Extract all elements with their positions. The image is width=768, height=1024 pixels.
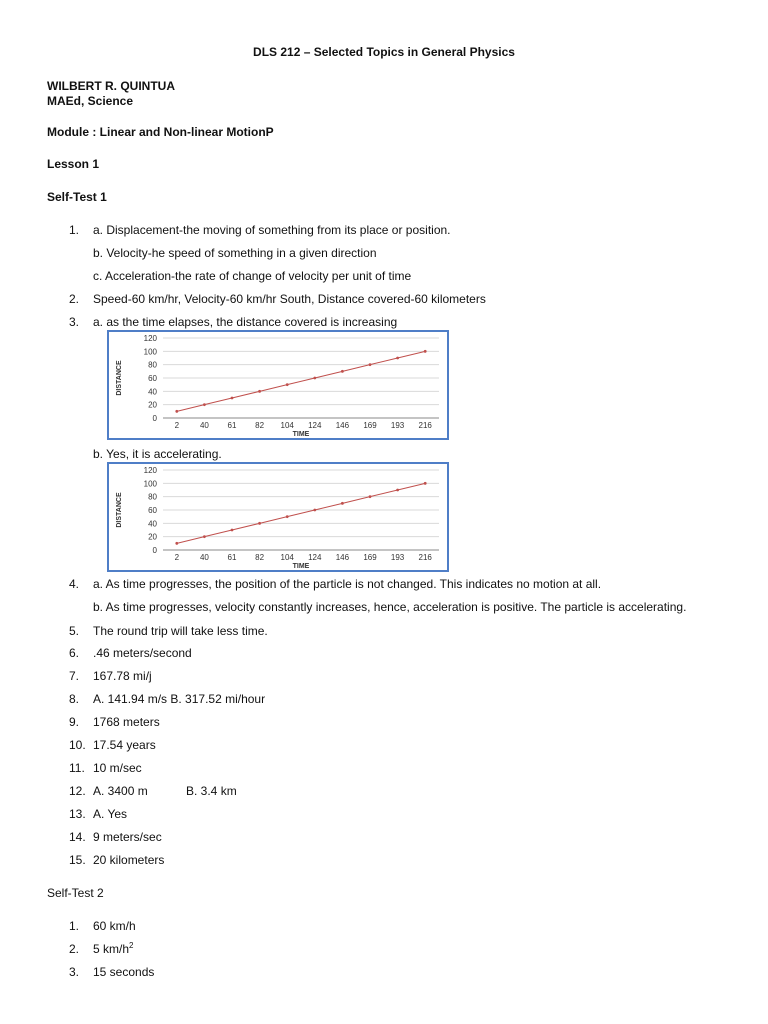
x-tick-label: 146 (335, 553, 350, 562)
x-tick-label: 216 (418, 421, 432, 430)
y-tick-label: 80 (148, 360, 157, 370)
y-axis-title: DISTANCE (116, 360, 123, 396)
item-text: a. Displacement-the moving of something from its place or position. (93, 223, 451, 237)
data-point (203, 403, 206, 406)
item-number: 4. (69, 577, 80, 591)
item-number: 3. (69, 315, 80, 329)
data-point (175, 410, 178, 413)
item-number: 13. (69, 807, 86, 821)
x-tick-label: 82 (255, 553, 265, 562)
x-tick-label: 216 (418, 553, 432, 562)
item-text: The round trip will take less time. (93, 624, 268, 638)
distance-time-chart-2 (107, 462, 449, 572)
y-tick-label: 40 (148, 519, 157, 529)
data-point (258, 522, 261, 525)
item-text: 1768 meters (93, 715, 160, 729)
data-point (286, 515, 289, 518)
y-axis-title: DISTANCE (116, 492, 123, 528)
x-tick-label: 61 (227, 553, 237, 562)
item-number: 1. (69, 223, 80, 237)
item-number: 8. (69, 692, 80, 706)
x-tick-label: 40 (199, 553, 209, 562)
y-tick-label: 60 (148, 374, 157, 383)
data-point (258, 390, 261, 393)
x-tick-label: 169 (363, 421, 377, 430)
y-tick-label: 20 (148, 532, 157, 542)
data-point (313, 377, 316, 380)
item-number: 6. (69, 646, 80, 660)
x-tick-label: 124 (308, 421, 322, 430)
item-text: 10 m/sec (93, 761, 142, 775)
item-text: b. As time progresses, velocity constantly increases, hence, acceleration is positive. The particle is accelerating. (93, 600, 687, 614)
series-line (177, 351, 425, 411)
document-title: DLS 212 – Selected Topics in General Physics (253, 45, 515, 59)
y-tick-label: 0 (152, 414, 157, 423)
item-number: 2. (69, 292, 80, 306)
y-tick-label: 40 (148, 387, 157, 397)
x-tick-label: 169 (363, 553, 377, 562)
item-text: 9 meters/sec (93, 830, 162, 844)
lesson-heading: Lesson 1 (47, 157, 100, 171)
y-tick-label: 120 (143, 466, 157, 475)
data-point (396, 489, 399, 492)
item-text: c. Acceleration-the rate of change of velocity per unit of time (93, 269, 412, 283)
y-tick-label: 0 (152, 546, 157, 555)
item-text-part-b: B. 3.4 km (186, 784, 237, 798)
item-number: 2. (69, 942, 80, 956)
item-text: 60 km/h (93, 919, 136, 933)
distance-time-chart-1 (107, 330, 449, 440)
item-number: 9. (69, 715, 80, 729)
data-point (424, 482, 427, 485)
superscript: 2 (129, 941, 134, 950)
data-point (231, 529, 234, 532)
y-tick-label: 100 (143, 347, 157, 357)
data-point (231, 397, 234, 400)
x-tick-label: 82 (255, 421, 265, 430)
chart-svg (109, 464, 447, 570)
data-point (341, 502, 344, 505)
data-point (341, 370, 344, 373)
y-tick-label: 60 (148, 506, 157, 515)
x-axis-title: TIME (292, 563, 310, 570)
item-text (93, 942, 133, 956)
author-degree: MAEd, Science (47, 94, 134, 108)
x-tick-label: 104 (280, 421, 294, 430)
data-point (424, 350, 427, 353)
item-number: 15. (69, 853, 86, 867)
self-test-2-heading: Self-Test 2 (47, 886, 104, 900)
chart-svg (109, 332, 447, 438)
author-name: WILBERT R. QUINTUA (47, 79, 175, 93)
x-tick-label: 193 (390, 553, 405, 562)
x-tick-label: 2 (174, 553, 180, 562)
item-text: 167.78 mi/j (93, 669, 152, 683)
item-number: 14. (69, 830, 86, 844)
item-text-base: 5 km/h (93, 942, 130, 956)
item-text: A. 3400 m (93, 784, 148, 798)
x-tick-label: 146 (335, 421, 350, 430)
data-point (369, 363, 372, 366)
x-tick-label: 2 (174, 421, 180, 430)
item-number: 12. (69, 784, 86, 798)
item-number: 5. (69, 624, 80, 638)
x-tick-label: 124 (308, 553, 322, 562)
item-text: .46 meters/second (93, 646, 192, 660)
item-text: 17.54 years (93, 738, 156, 752)
series-line (177, 483, 425, 543)
item-text: b. Yes, it is accelerating. (93, 447, 222, 461)
module-heading: Module : Linear and Non-linear MotionP (47, 125, 274, 139)
x-tick-label: 61 (227, 421, 237, 430)
item-number: 10. (69, 738, 86, 752)
y-tick-label: 120 (143, 334, 157, 343)
y-tick-label: 20 (148, 400, 157, 410)
item-text: a. As time progresses, the position of the particle is not changed. This indicates no motion at all. (93, 577, 602, 591)
item-number: 1. (69, 919, 80, 933)
data-point (396, 357, 399, 360)
item-text: b. Velocity-he speed of something in a given direction (93, 246, 377, 260)
x-tick-label: 193 (390, 421, 405, 430)
data-point (203, 535, 206, 538)
item-number: 3. (69, 965, 80, 979)
item-text: 15 seconds (93, 965, 155, 979)
item-text: A. Yes (93, 807, 128, 821)
data-point (313, 509, 316, 512)
y-tick-label: 80 (148, 492, 157, 502)
self-test-1-heading: Self-Test 1 (47, 190, 107, 204)
item-number: 11. (69, 761, 85, 775)
item-text: Speed-60 km/hr, Velocity-60 km/hr South, Distance covered-60 kilometers (93, 292, 486, 306)
x-tick-label: 104 (280, 553, 294, 562)
item-number: 7. (69, 669, 80, 683)
data-point (286, 383, 289, 386)
item-text: 20 kilometers (93, 853, 165, 867)
x-axis-title: TIME (292, 431, 310, 438)
data-point (369, 495, 372, 498)
y-tick-label: 100 (143, 479, 157, 489)
item-text: a. as the time elapses, the distance covered is increasing (93, 315, 398, 329)
data-point (175, 542, 178, 545)
item-text: A. 141.94 m/s B. 317.52 mi/hour (93, 692, 266, 706)
x-tick-label: 40 (199, 421, 209, 430)
